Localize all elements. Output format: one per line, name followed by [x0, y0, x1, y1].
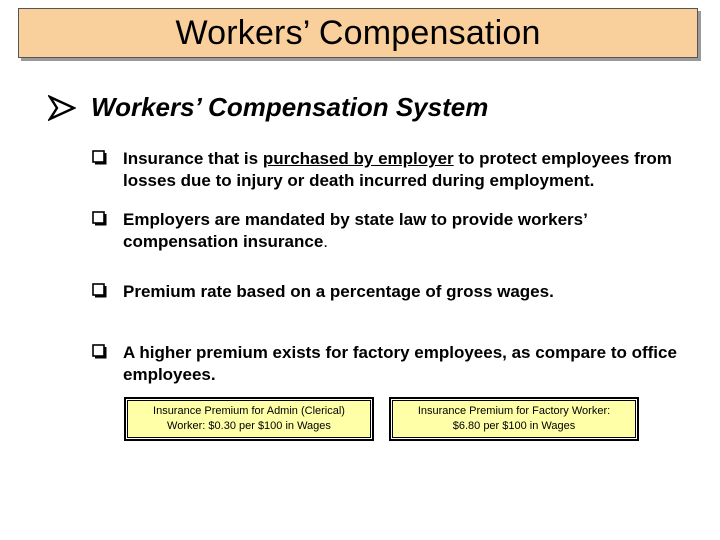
bullet-text-pre: Insurance that is	[123, 149, 263, 168]
bullet-text: A higher premium exists for factory employees, as compare to office employees.	[123, 343, 677, 384]
bullet-text: Premium rate based on a percentage of gross wages.	[123, 282, 554, 301]
bullet-item	[92, 209, 692, 253]
checkbox-bullet-icon	[92, 211, 107, 226]
bullet-text-suffix: .	[323, 232, 329, 251]
title-bar	[18, 8, 698, 58]
heading-text: Workers’ Compensation System	[91, 92, 489, 122]
main-heading	[48, 92, 488, 123]
admin-premium-box	[127, 400, 371, 438]
checkbox-bullet-icon	[92, 283, 107, 298]
bullet-item	[92, 281, 692, 303]
checkbox-bullet-icon	[92, 344, 107, 359]
bullet-text-post: to protect employees from losses due to injury or death incurred during employment.	[123, 149, 672, 190]
checkbox-bullet-icon	[92, 150, 107, 165]
bullet-item	[92, 148, 692, 192]
bullet-text	[123, 148, 692, 192]
bullet-text	[123, 209, 692, 253]
bullet-text-main: Employers are mandated by state law to provide workers’ compensation insurance	[123, 210, 587, 251]
admin-premium-line1: Insurance Premium for Admin (Clerical)	[153, 405, 345, 417]
slide-title: Workers’ Compensation	[175, 13, 541, 52]
bullet-text-underlined: purchased by employer	[262, 149, 454, 168]
bullet-item	[92, 342, 692, 386]
factory-premium-box	[392, 400, 636, 438]
admin-premium-line2: Worker: $0.30 per $100 in Wages	[167, 420, 331, 432]
factory-premium-line2: $6.80 per $100 in Wages	[452, 420, 576, 432]
factory-premium-line1: Insurance Premium for Factory Worker:	[417, 405, 611, 417]
arrow-bullet-icon	[48, 95, 76, 121]
